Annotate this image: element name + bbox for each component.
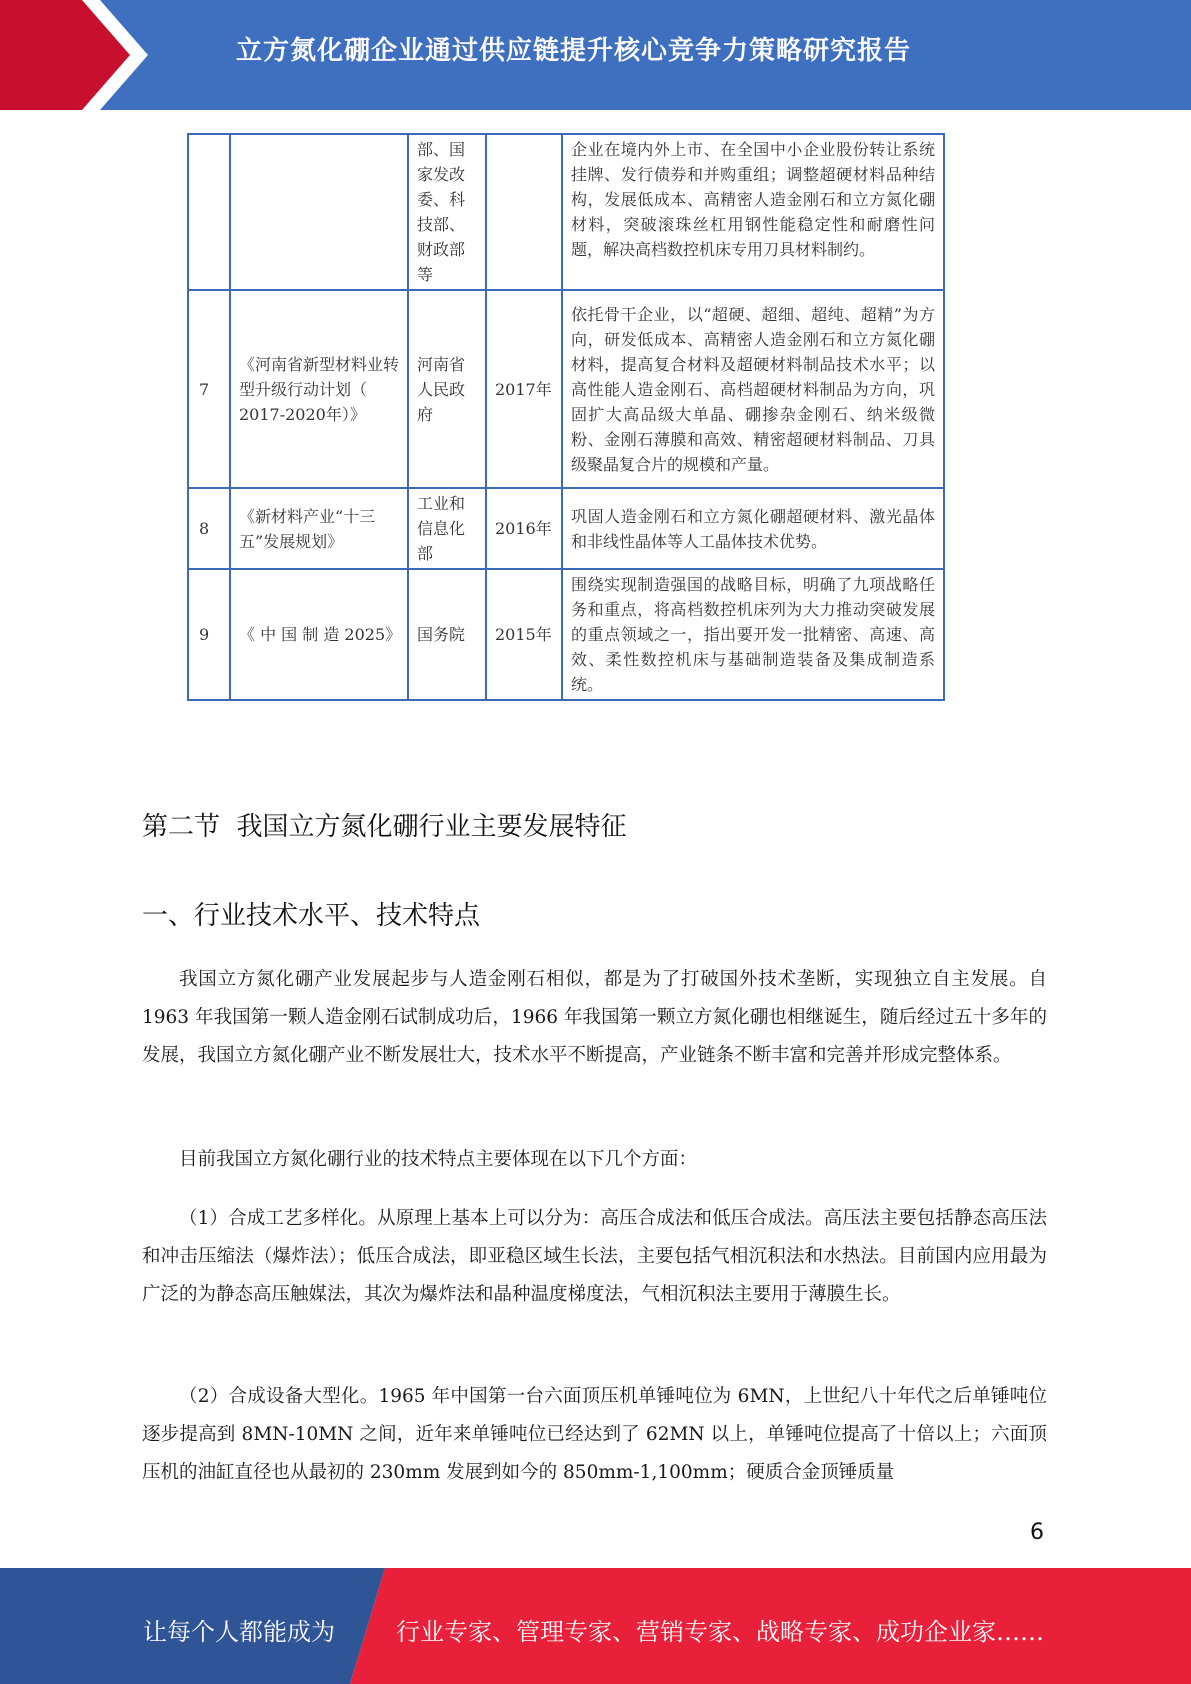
- issuing-department: 国务院: [408, 569, 486, 700]
- table-row: [188, 134, 944, 290]
- header-red-arrow-decoration: [0, 0, 150, 110]
- footer-slogan-left: 让每个人都能成为: [143, 1618, 335, 1646]
- policy-description: 围绕实现制造强国的战略目标，明确了九项战略任务和重点，将高档数控机床列为大力推动突破发展的重点领域之一，指出要开发一批精密、高速、高效、柔性数控机床与基础制造装备及集成制造系统。: [562, 569, 944, 700]
- issuing-department: 工业和信息化部: [408, 488, 486, 569]
- issuing-department: 河南省人民政府: [408, 290, 486, 488]
- footer-slogan-right: 行业专家、管理专家、营销专家、战略专家、成功企业家……: [396, 1618, 1044, 1646]
- policy-table: [187, 133, 945, 701]
- row-number: 8: [188, 488, 230, 569]
- policy-name: 《河南省新型材料业转型升级行动计划（ 2017-2020年）》: [230, 290, 408, 488]
- paragraph: 我国立方氮化硼产业发展起步与人造金刚石相似，都是为了打破国外技术垄断，实现独立自主发展。自 1963 年我国第一颗人造金刚石试制成功后，1966 年我国第一颗立方氮化硼也相继诞生，随后经过五十多年的发展，我国立方氮化硼产业不断发展壮大，技术水平不断提高，产业链条不断丰富和完善并形成完整体系。: [142, 969, 1047, 1066]
- paragraph: （1）合成工艺多样化。从原理上基本上可以分为：高压合成法和低压合成法。高压法主要包括静态高压法和冲击压缩法（爆炸法）；低压合成法，即亚稳区域生长法，主要包括气相沉积法和水热法。目前国内应用最为广泛的为静态高压触媒法，其次为爆炸法和晶种温度梯度法，气相沉积法主要用于薄膜生长。: [142, 1208, 1047, 1305]
- row-number: 7: [188, 290, 230, 488]
- paragraph: 目前我国立方氮化硼行业的技术特点主要体现在以下几个方面：: [179, 1149, 698, 1170]
- page-number: 6: [1030, 1520, 1044, 1545]
- issue-year: [486, 134, 562, 290]
- table-row: [188, 569, 944, 700]
- policy-description: 依托骨干企业，以“超硬、超细、超纯、超精”为方向，研发低成本、高精密人造金刚石和立方氮化硼材料，提高复合材料及超硬材料制品技术水平；以高性能人造金刚石、高档超硬材料制品为方向，巩固扩大高品级大单晶、硼掺杂金刚石、纳米级微粉、金刚石薄膜和高效、精密超硬材料制品、刀具级聚晶复合片的规模和产量。: [562, 290, 944, 488]
- issue-year: 2015年: [486, 569, 562, 700]
- paragraph: （2）合成设备大型化。1965 年中国第一台六面顶压机单锤吨位为 6MN，上世纪八十年代之后单锤吨位逐步提高到 8MN-10MN 之间，近年来单锤吨位已经达到了 62MN 以上，单锤吨位提高了十倍以上；六面顶压机的油缸直径也从最初的 230mm 发展到如今的 850mm-1,100mm；硬质合金顶锤质量: [142, 1386, 1047, 1483]
- section-title: 第二节 我国立方氮化硼行业主要发展特征: [142, 812, 627, 842]
- report-title: 立方氮化硼企业通过供应链提升核心竞争力策略研究报告: [236, 36, 912, 66]
- policy-description: 企业在境内外上市、在全国中小企业股份转让系统挂牌、发行债券和并购重组；调整超硬材料品种结构，发展低成本、高精密人造金刚石和立方氮化硼材料，突破滚珠丝杠用钢性能稳定性和耐磨性问题，解决高档数控机床专用刀具材料制约。: [562, 134, 944, 290]
- row-number: 9: [188, 569, 230, 700]
- table-row: [188, 290, 944, 488]
- policy-name: [230, 134, 408, 290]
- policy-name: 《新材料产业“十三五”发展规划》: [230, 488, 408, 569]
- row-number: [188, 134, 230, 290]
- table-row: [188, 488, 944, 569]
- sub-title: 一、行业技术水平、技术特点: [142, 901, 481, 931]
- policy-name: 《 中 国 制 造 2025》: [230, 569, 408, 700]
- policy-description: 巩固人造金刚石和立方氮化硼超硬材料、激光晶体和非线性晶体等人工晶体技术优势。: [562, 488, 944, 569]
- issue-year: 2017年: [486, 290, 562, 488]
- issuing-department: 部、国家发改委、科技部、财政部等: [408, 134, 486, 290]
- issue-year: 2016年: [486, 488, 562, 569]
